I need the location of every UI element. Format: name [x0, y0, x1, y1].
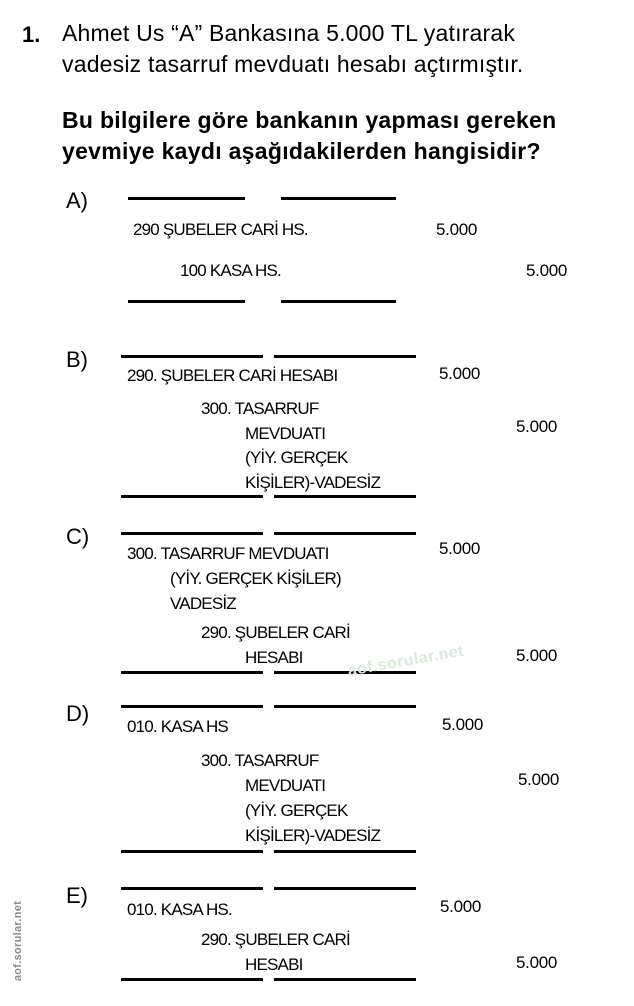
- option-d-bottom-rule-right: [274, 850, 416, 853]
- option-d-debit-amount: 5.000: [442, 715, 484, 734]
- option-e-letter: E): [66, 883, 88, 908]
- option-b-debit-account: 290. ŞUBELER CARİ HESABI: [127, 366, 338, 385]
- question-text-line-1: Ahmet Us “A” Bankasına 5.000 TL yatırarak: [62, 20, 516, 46]
- option-d-letter: D): [66, 701, 90, 726]
- option-a-top-rule-left: [128, 197, 245, 200]
- option-c-debit-amount: 5.000: [439, 539, 481, 558]
- option-c-debit-line-2: (YİY. GERÇEK KİŞİLER): [170, 569, 341, 588]
- option-b-bottom-rule-right: [274, 495, 416, 498]
- option-d-debit-account: 010. KASA HS: [127, 717, 228, 736]
- option-b-credit-line-3: (YİY. GERÇEK: [245, 448, 348, 467]
- option-e-top-rule-right: [274, 887, 416, 890]
- option-b-credit-line-1: 300. TASARRUF: [201, 399, 319, 418]
- option-a-top-rule-right: [281, 197, 396, 200]
- option-d-credit-amount: 5.000: [518, 770, 560, 789]
- question-prompt-line-1: Bu bilgilere göre bankanın yapması gereken: [62, 107, 557, 133]
- option-a-credit-account: 100 KASA HS.: [180, 261, 281, 280]
- option-b-credit-amount: 5.000: [516, 417, 558, 436]
- option-e-credit-line-2: HESABI: [245, 955, 303, 974]
- option-b-bottom-rule-left: [121, 495, 263, 498]
- question-prompt-line-2: yevmiye kaydı aşağıdakilerden hangisidir?: [62, 138, 541, 164]
- option-b-letter: B): [66, 347, 88, 372]
- option-e-bottom-rule-right: [274, 978, 416, 981]
- option-c-credit-amount: 5.000: [516, 646, 558, 665]
- option-d-credit-line-2: MEVDUATI: [245, 776, 326, 795]
- option-c-top-rule-left: [121, 532, 263, 535]
- option-b-top-rule-left: [121, 355, 263, 358]
- option-e-credit-amount: 5.000: [516, 953, 558, 972]
- option-b-debit-amount: 5.000: [439, 364, 481, 383]
- option-e-debit-amount: 5.000: [440, 897, 482, 916]
- option-c-letter: C): [66, 524, 90, 549]
- option-c-debit-line-3: VADESİZ: [170, 594, 236, 613]
- option-e-bottom-rule-left: [121, 978, 263, 981]
- option-a-bottom-rule-left: [128, 300, 245, 303]
- option-b-credit-line-4: KİŞİLER)-VADESİZ: [245, 473, 381, 492]
- option-a-debit-account: 290 ŞUBELER CARİ HS.: [133, 220, 308, 239]
- option-c-credit-line-2: HESABI: [245, 648, 303, 667]
- option-b-top-rule-right: [274, 355, 416, 358]
- option-d-bottom-rule-left: [121, 850, 263, 853]
- option-a-letter: A): [66, 188, 88, 213]
- option-c-top-rule-right: [274, 532, 416, 535]
- option-c-bottom-rule-left: [121, 671, 263, 674]
- option-d-credit-line-3: (YİY. GERÇEK: [245, 801, 348, 820]
- option-e-top-rule-left: [121, 887, 263, 890]
- option-a-debit-amount: 5.000: [436, 220, 478, 239]
- option-d-top-rule-left: [121, 705, 263, 708]
- option-a-bottom-rule-right: [281, 300, 396, 303]
- option-d-credit-line-1: 300. TASARRUF: [201, 751, 319, 770]
- option-b-credit-line-2: MEVDUATI: [245, 424, 326, 443]
- option-a-credit-amount: 5.000: [526, 261, 568, 280]
- question-text-line-2: vadesiz tasarruf mevduatı hesabı açtırmıştır.: [62, 51, 524, 77]
- watermark-center: aof.sorular.net: [346, 642, 466, 680]
- option-d-top-rule-right: [274, 705, 416, 708]
- option-e-credit-line-1: 290. ŞUBELER CARİ: [201, 930, 350, 949]
- question-number: 1.: [22, 22, 41, 47]
- option-c-credit-line-1: 290. ŞUBELER CARİ: [201, 623, 350, 642]
- option-d-credit-line-4: KİŞİLER)-VADESİZ: [245, 826, 381, 845]
- watermark-side: aof.sorular.net: [12, 900, 25, 982]
- option-e-debit-account: 010. KASA HS.: [127, 900, 232, 919]
- option-c-debit-line-1: 300. TASARRUF MEVDUATI: [127, 544, 329, 563]
